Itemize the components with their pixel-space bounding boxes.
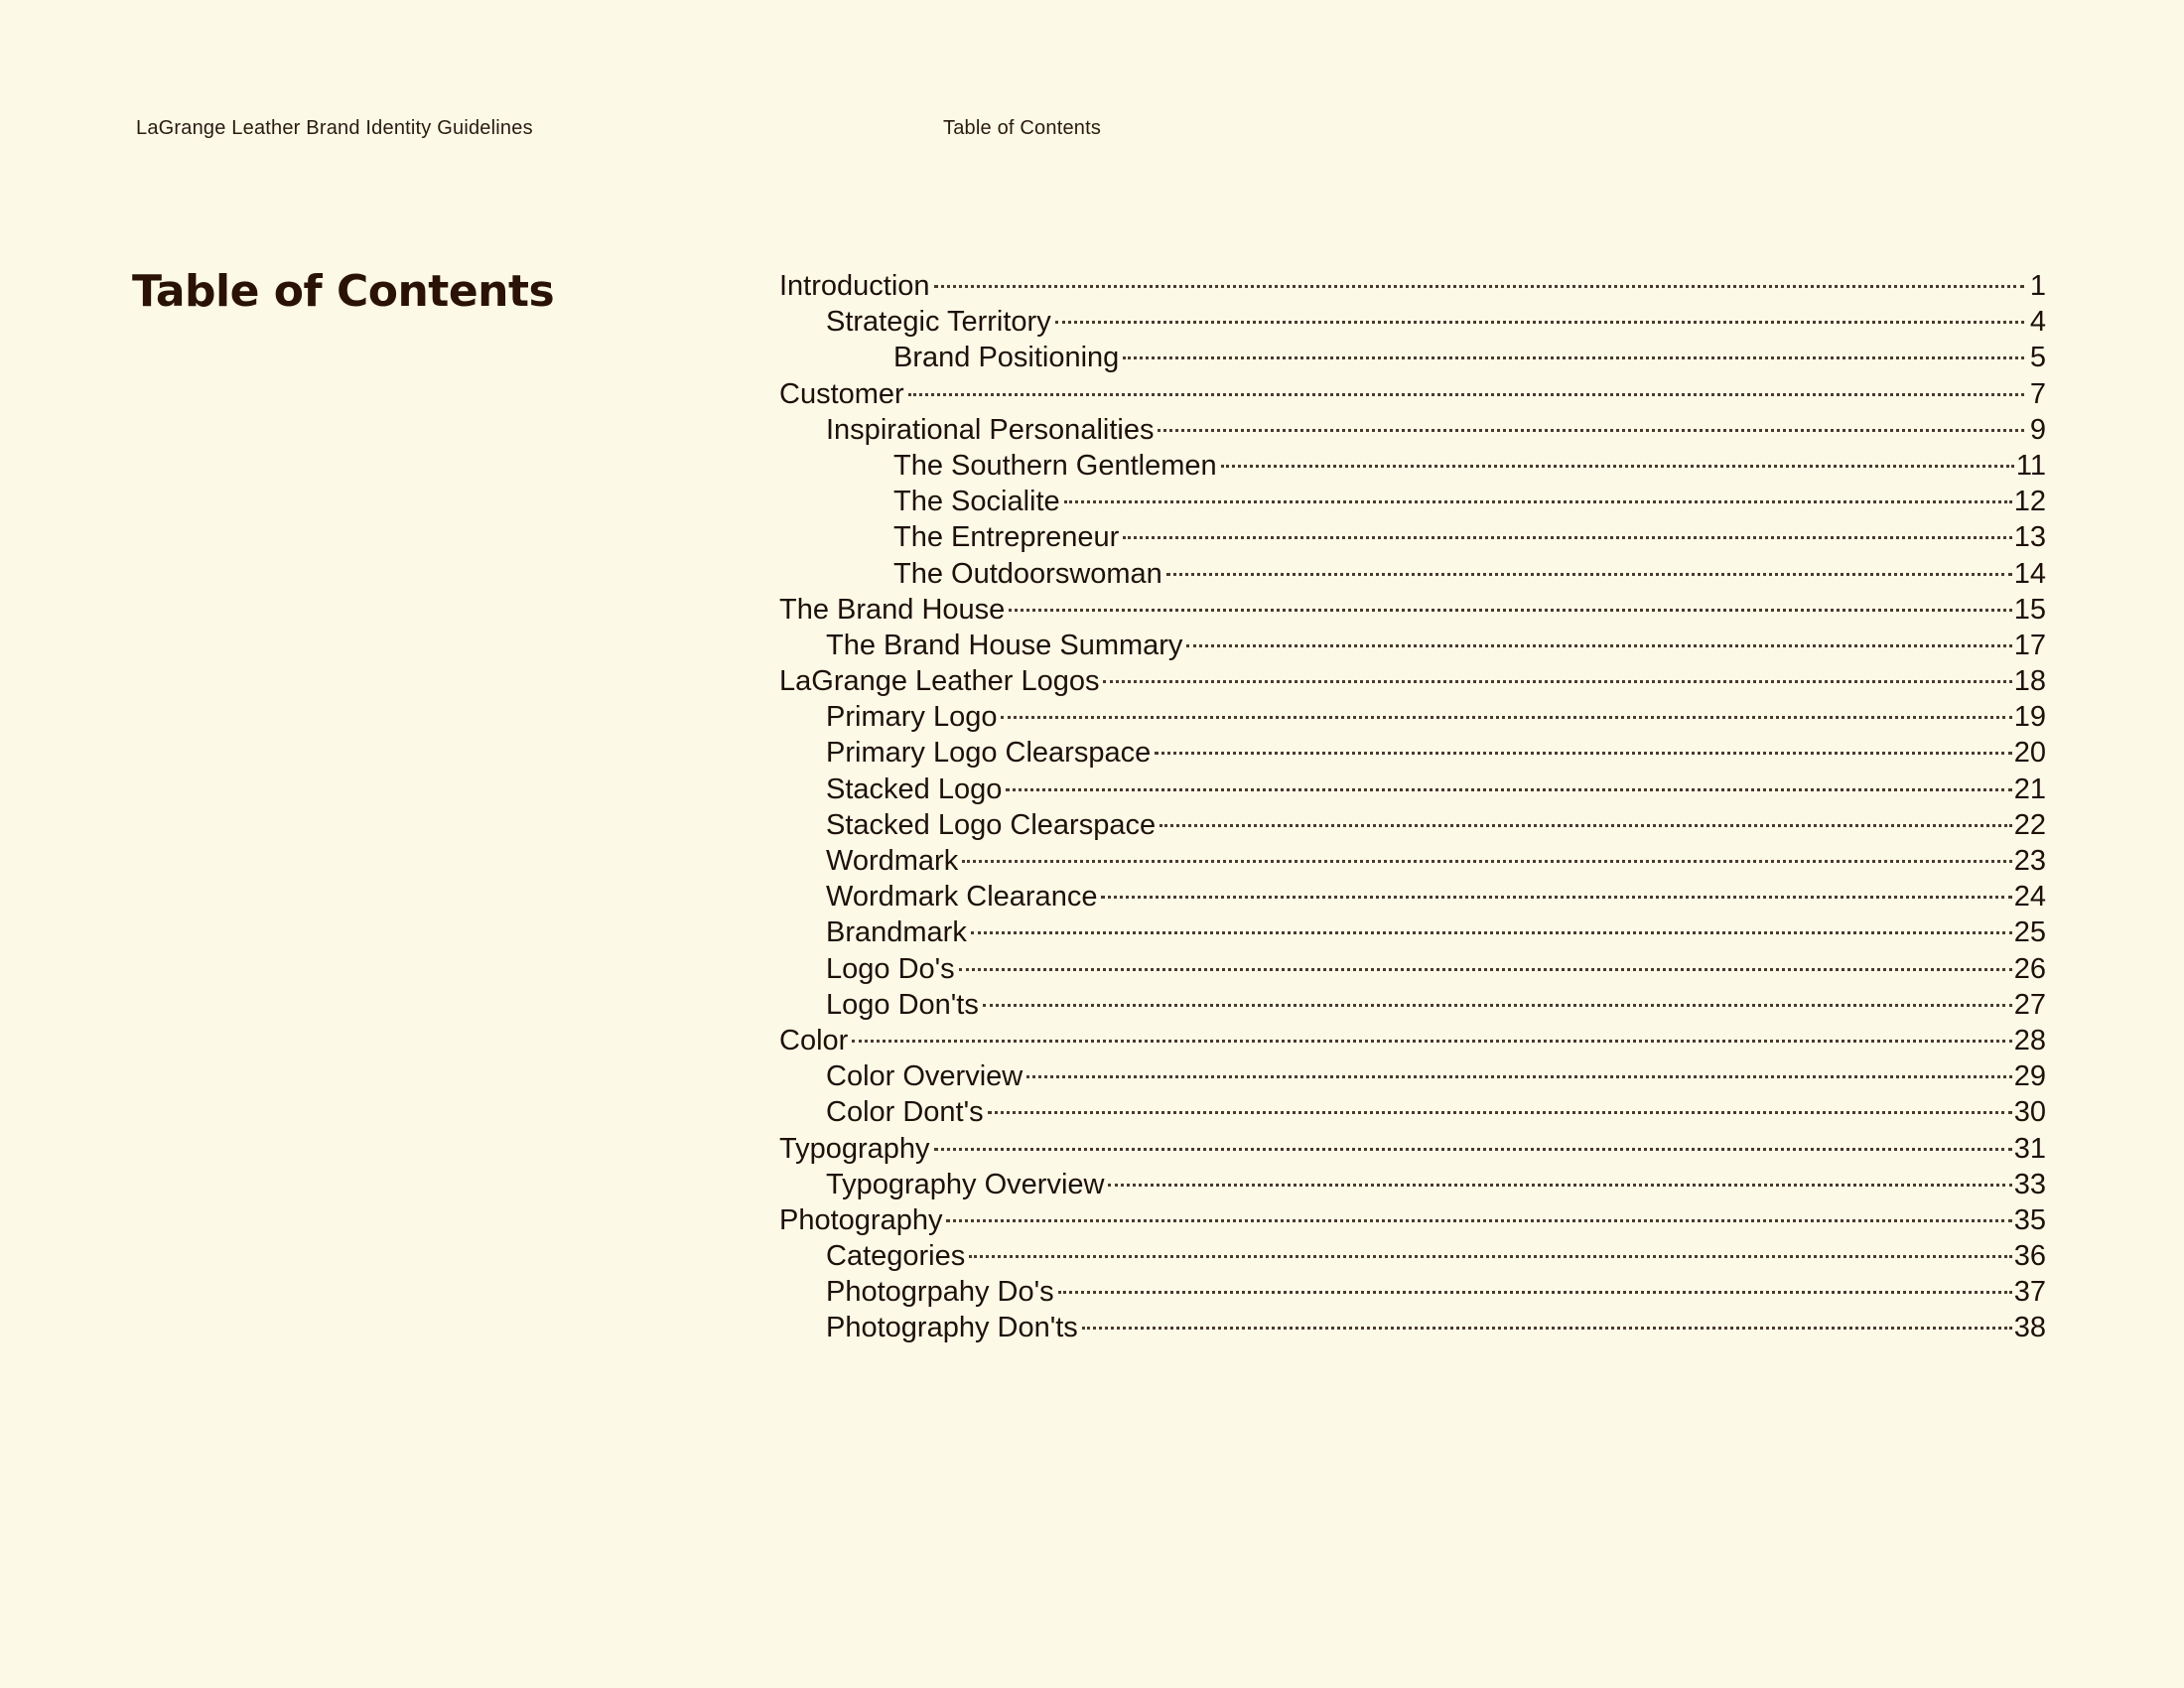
toc-dot-leader: [959, 967, 2012, 971]
toc-entry-label: Brand Positioning: [893, 342, 1120, 374]
toc-entry-label: Typography Overview: [826, 1168, 1105, 1200]
toc-entry[interactable]: [779, 1023, 2046, 1058]
toc-entry-label: The Brand House Summary: [826, 629, 1183, 661]
toc-entry-page-number: 23: [2013, 845, 2046, 877]
toc-entry[interactable]: [779, 448, 2046, 484]
toc-dot-leader: [988, 1110, 2012, 1114]
toc-entry-label: The Outdoorswoman: [893, 557, 1162, 590]
toc-entry-label: Categories: [826, 1240, 966, 1273]
toc-entry[interactable]: [779, 340, 2046, 375]
toc-entry-label: LaGrange Leather Logos: [779, 665, 1100, 698]
toc-entry[interactable]: [779, 1131, 2046, 1167]
toc-entry-label: Primary Logo Clearspace: [826, 737, 1152, 770]
toc-entry[interactable]: [779, 1167, 2046, 1202]
toc-entry[interactable]: [779, 412, 2046, 448]
toc-entry-page-number: 37: [2013, 1276, 2046, 1309]
toc-dot-leader: [1082, 1326, 2012, 1330]
toc-dot-leader: [908, 392, 2024, 396]
toc-entry-page-number: 14: [2013, 557, 2046, 590]
toc-entry-page-number: 27: [2013, 988, 2046, 1021]
toc-entry-label: Strategic Territory: [826, 306, 1051, 339]
running-header-document-title: LaGrange Leather Brand Identity Guidelines: [136, 117, 533, 139]
toc-dot-leader: [1155, 751, 2012, 755]
toc-dot-leader: [1006, 787, 2011, 791]
toc-dot-leader: [1058, 1290, 2012, 1294]
toc-entry[interactable]: [779, 699, 2046, 735]
toc-entry-label: Brandmark: [826, 916, 967, 949]
toc-entry-label: Inspirational Personalities: [826, 413, 1155, 446]
toc-entry-page-number: 29: [2013, 1060, 2046, 1093]
toc-dot-leader: [1001, 715, 2011, 719]
toc-entry-page-number: 31: [2013, 1132, 2046, 1165]
toc-entry-page-number: 4: [2029, 306, 2046, 339]
toc-entry-label: Wordmark: [826, 845, 959, 877]
toc-dot-leader: [1101, 895, 2011, 899]
toc-entry[interactable]: [779, 628, 2046, 663]
toc-dot-leader: [1103, 679, 2011, 683]
toc-entry-page-number: 17: [2013, 629, 2046, 661]
toc-dot-leader: [983, 1003, 2012, 1007]
toc-entry[interactable]: [779, 519, 2046, 555]
toc-entry[interactable]: [779, 735, 2046, 771]
running-header-section-title: Table of Contents: [943, 117, 1102, 139]
toc-entry-page-number: 22: [2013, 808, 2046, 841]
toc-entry-page-number: 36: [2013, 1240, 2046, 1273]
page-title: Table of Contents: [132, 266, 555, 317]
toc-entry-label: The Entrepreneur: [893, 521, 1120, 554]
toc-dot-leader: [1009, 608, 2011, 612]
toc-entry[interactable]: [779, 484, 2046, 519]
toc-dot-leader: [934, 1147, 2012, 1151]
toc-dot-leader: [969, 1254, 2011, 1258]
toc-entry[interactable]: [779, 304, 2046, 340]
toc-entry-label: Customer: [779, 377, 904, 410]
toc-entry-label: Logo Do's: [826, 952, 955, 985]
toc-entry-page-number: 18: [2013, 665, 2046, 698]
toc-dot-leader: [1055, 320, 2024, 324]
toc-entry[interactable]: [779, 807, 2046, 843]
toc-dot-leader: [1108, 1183, 2011, 1187]
toc-entry-page-number: 19: [2013, 701, 2046, 734]
toc-dot-leader: [1026, 1074, 2012, 1078]
toc-entry-page-number: 30: [2013, 1096, 2046, 1129]
toc-entry-page-number: 28: [2013, 1024, 2046, 1056]
toc-entry[interactable]: [779, 1058, 2046, 1094]
toc-entry-page-number: 9: [2029, 413, 2046, 446]
toc-entry-page-number: 11: [2015, 449, 2046, 482]
toc-entry-label: The Southern Gentlemen: [893, 449, 1217, 482]
toc-entry[interactable]: [779, 1094, 2046, 1130]
toc-entry[interactable]: [779, 914, 2046, 950]
toc-entry-page-number: 20: [2013, 737, 2046, 770]
toc-entry[interactable]: [779, 879, 2046, 914]
toc-entry[interactable]: [779, 772, 2046, 807]
toc-dot-leader: [1186, 643, 2011, 647]
toc-entry-page-number: 12: [2013, 486, 2046, 518]
toc-entry-page-number: 5: [2029, 342, 2046, 374]
toc-entry[interactable]: [779, 1274, 2046, 1310]
table-of-contents: [779, 268, 2046, 1346]
toc-entry-label: Primary Logo: [826, 701, 998, 734]
toc-entry-page-number: 15: [2013, 593, 2046, 626]
toc-dot-leader: [946, 1218, 2011, 1222]
toc-entry-label: Photography: [779, 1203, 943, 1236]
toc-dot-leader: [1166, 572, 2012, 576]
toc-dot-leader: [962, 859, 2012, 863]
toc-dot-leader: [934, 284, 2024, 288]
toc-entry[interactable]: [779, 376, 2046, 412]
toc-entry[interactable]: [779, 268, 2046, 304]
toc-entry-label: Typography: [779, 1132, 930, 1165]
toc-dot-leader: [971, 930, 2012, 934]
toc-dot-leader: [1064, 499, 2012, 503]
toc-entry[interactable]: [779, 1310, 2046, 1345]
toc-dot-leader: [1123, 355, 2024, 359]
toc-dot-leader: [1123, 535, 2011, 539]
toc-entry-page-number: 25: [2013, 916, 2046, 949]
toc-entry-page-number: 1: [2029, 270, 2046, 302]
toc-entry[interactable]: [779, 1238, 2046, 1274]
toc-entry-label: Logo Don'ts: [826, 988, 979, 1021]
toc-entry-page-number: 13: [2013, 521, 2046, 554]
toc-entry-page-number: 35: [2013, 1203, 2046, 1236]
toc-entry-page-number: 33: [2013, 1168, 2046, 1200]
toc-entry-label: Photography Don'ts: [826, 1312, 1078, 1344]
toc-entry-label: Stacked Logo: [826, 773, 1003, 805]
toc-dot-leader: [1221, 464, 2014, 468]
toc-entry-label: Color Overview: [826, 1060, 1024, 1093]
toc-entry-label: The Socialite: [893, 486, 1060, 518]
toc-entry[interactable]: [779, 843, 2046, 879]
toc-entry[interactable]: [779, 1202, 2046, 1238]
toc-dot-leader: [1160, 823, 2012, 827]
toc-entry-page-number: 24: [2013, 881, 2046, 914]
toc-entry[interactable]: [779, 663, 2046, 699]
toc-entry-label: Color Dont's: [826, 1096, 984, 1129]
toc-entry[interactable]: [779, 951, 2046, 987]
toc-entry-page-number: 21: [2013, 773, 2046, 805]
toc-entry-label: The Brand House: [779, 593, 1006, 626]
toc-entry-page-number: 38: [2013, 1312, 2046, 1344]
toc-entry[interactable]: [779, 556, 2046, 592]
toc-entry-label: Wordmark Clearance: [826, 881, 1098, 914]
toc-entry-label: Photogrpahy Do's: [826, 1276, 1054, 1309]
toc-entry[interactable]: [779, 592, 2046, 628]
toc-entry-label: Color: [779, 1024, 849, 1056]
toc-dot-leader: [852, 1039, 2011, 1043]
toc-entry-page-number: 7: [2029, 377, 2046, 410]
toc-entry[interactable]: [779, 987, 2046, 1023]
toc-entry-label: Introduction: [779, 270, 930, 302]
toc-entry-page-number: 26: [2013, 952, 2046, 985]
toc-entry-label: Stacked Logo Clearspace: [826, 808, 1157, 841]
toc-dot-leader: [1158, 428, 2024, 432]
